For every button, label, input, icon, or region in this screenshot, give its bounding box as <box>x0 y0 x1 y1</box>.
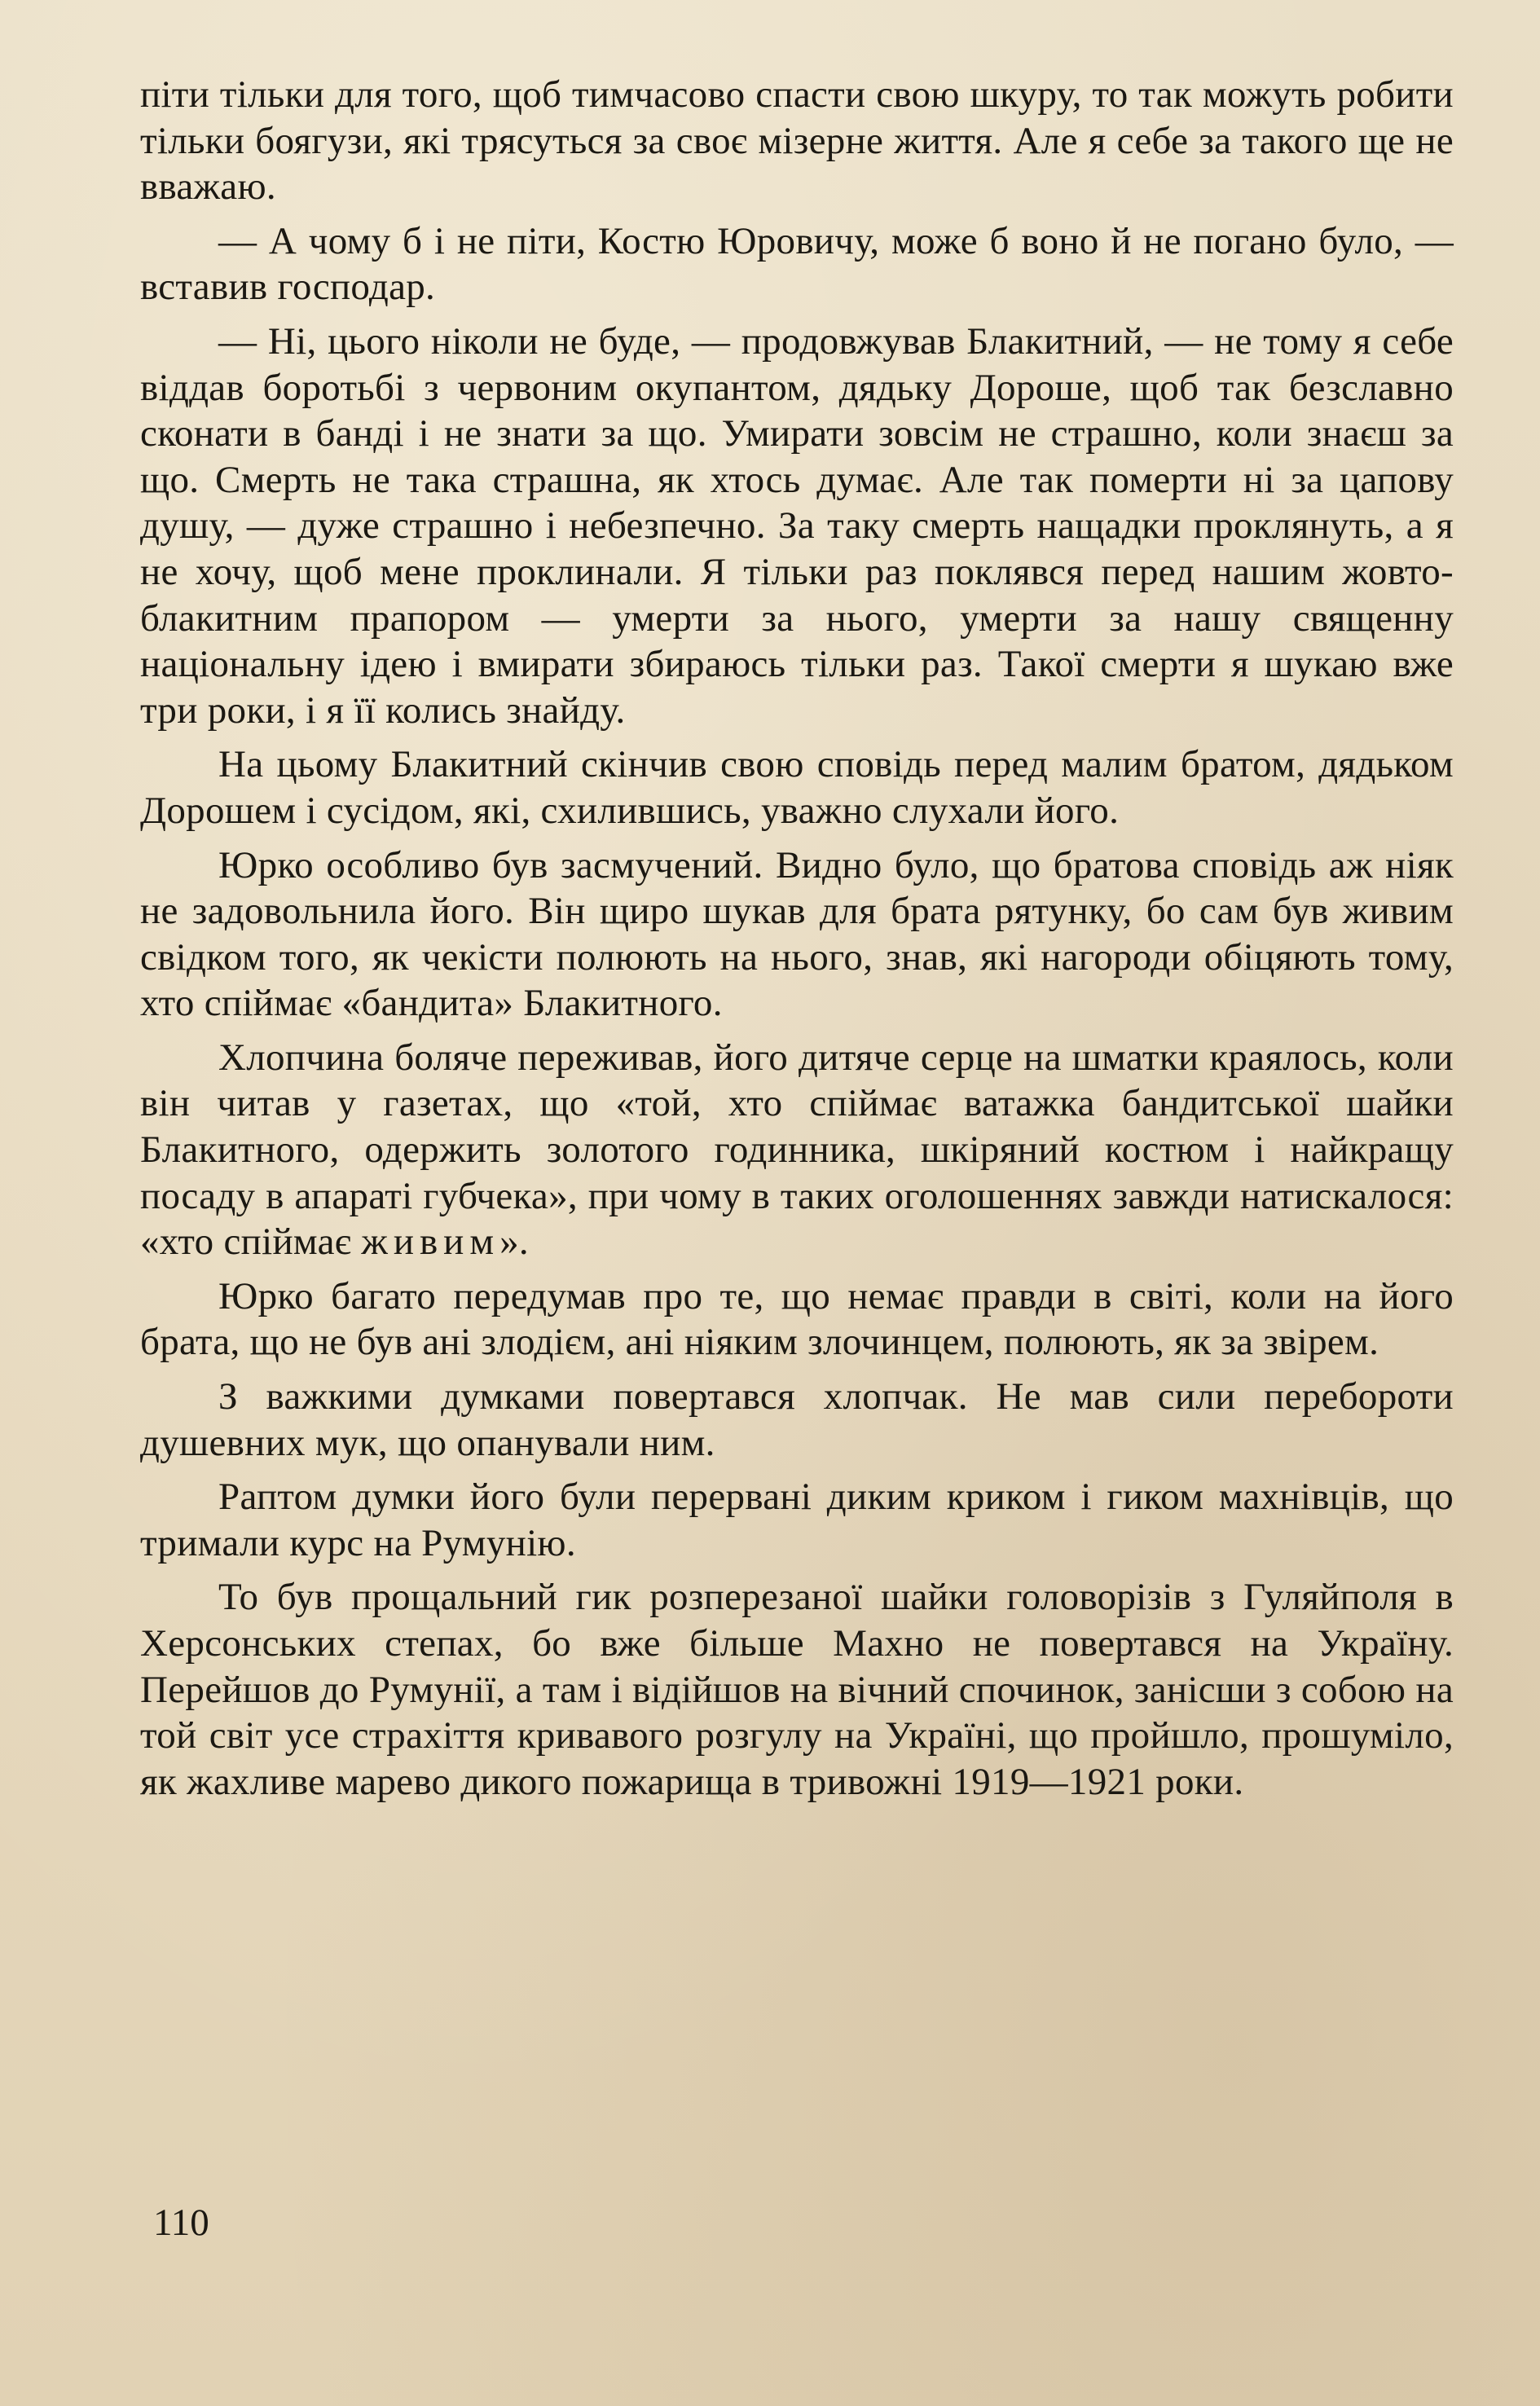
page-body-text <box>140 72 1454 1813</box>
paragraph-4: На цьому Блакитний скінчив свою сповідь перед малим братом, дядьком Дорошем і сусідом, які, схилившись, уважно слухали його. <box>140 743 1454 832</box>
paragraph-10: То був прощальний гик розперезаної шайки головорізів з Гуляйполя в Херсонських степах, бо вже більше Махно не повертався на Україну. Перейшов до Румунії, а там і відійшов на вічний спочинок, занісши з собою на той світ усе страхіття кривавого розгулу на Україні, що пройшло, прошуміло, як жахливе марево дикого пожарища в тривожні 1919—1921 роки. <box>140 1576 1454 1803</box>
paragraph-6-text: Хлопчина боляче переживав, його дитяче серце на шматки краялось, коли він читав у газетах, що «той, хто спіймає ватажка бандитської шайки Блакитного, одержить золотого годинника, шкіряний костюм і найкращу посаду в апараті губчека», при чому в таких оголошеннях завжди натискалося: «хто спіймає <box>140 1036 1454 1264</box>
paragraph-2: — А чому б і не піти, Костю Юровичу, може б воно й не погано було, — вставив господар. <box>140 219 1454 309</box>
spaced-emphasis-word: живим <box>361 1221 500 1264</box>
paragraph-8: З важкими думками повертався хлопчак. Не мав сили перебороти душевних мук, що опанували ним. <box>140 1375 1454 1464</box>
page-number: 110 <box>153 2201 209 2244</box>
paragraph-6-closing: ». <box>499 1221 529 1264</box>
paragraph-7: Юрко багато передумав про те, що немає правди в світі, коли на його брата, що не був ані злодієм, ані ніяким злочинцем, полюють, як за звірем. <box>140 1274 1454 1364</box>
paragraph-5: Юрко особливо був засмучений. Видно було, що братова сповідь аж ніяк не задовольнила його. Він щиро шукав для брата рятунку, бо сам був живим свідком того, як чекісти полюють на нього, знав, які нагороди обіцяють тому, хто спіймає «бандита» Блакитного. <box>140 843 1454 1025</box>
paragraph-6 <box>140 1035 1454 1265</box>
paragraph-1: піти тільки для того, щоб тимчасово спасти свою шкуру, то так можуть робити тільки боягузи, які трясуться за своє мізерне життя. Але я себе за такого ще не вважаю. <box>140 73 1454 209</box>
paragraph-9: Раптом думки його були перервані диким криком і гиком махнівців, що тримали курс на Румунію. <box>140 1476 1454 1564</box>
paragraph-3: — Ні, цього ніколи не буде, — продовжував Блакитний, — не тому я себе віддав боротьбі з червоним окупантом, дядьку Дороше, щоб так безславно сконати в банді і не знати за що. Умирати зовсім не страшно, коли знаєш за що. Смерть не така страшна, як хтось думає. Але так померти ні за цапову душу, — дуже страшно і небезпечно. За таку смерть нащадки проклянуть, а я не хочу, щоб мене проклинали. Я тільки раз поклявся перед нашим жовто-блакитним прапором — умерти за нього, умерти за нашу священну національну ідею і вмирати збираюсь тільки раз. Такої смерти я шукаю вже три роки, і я її колись знайду. <box>140 319 1454 732</box>
